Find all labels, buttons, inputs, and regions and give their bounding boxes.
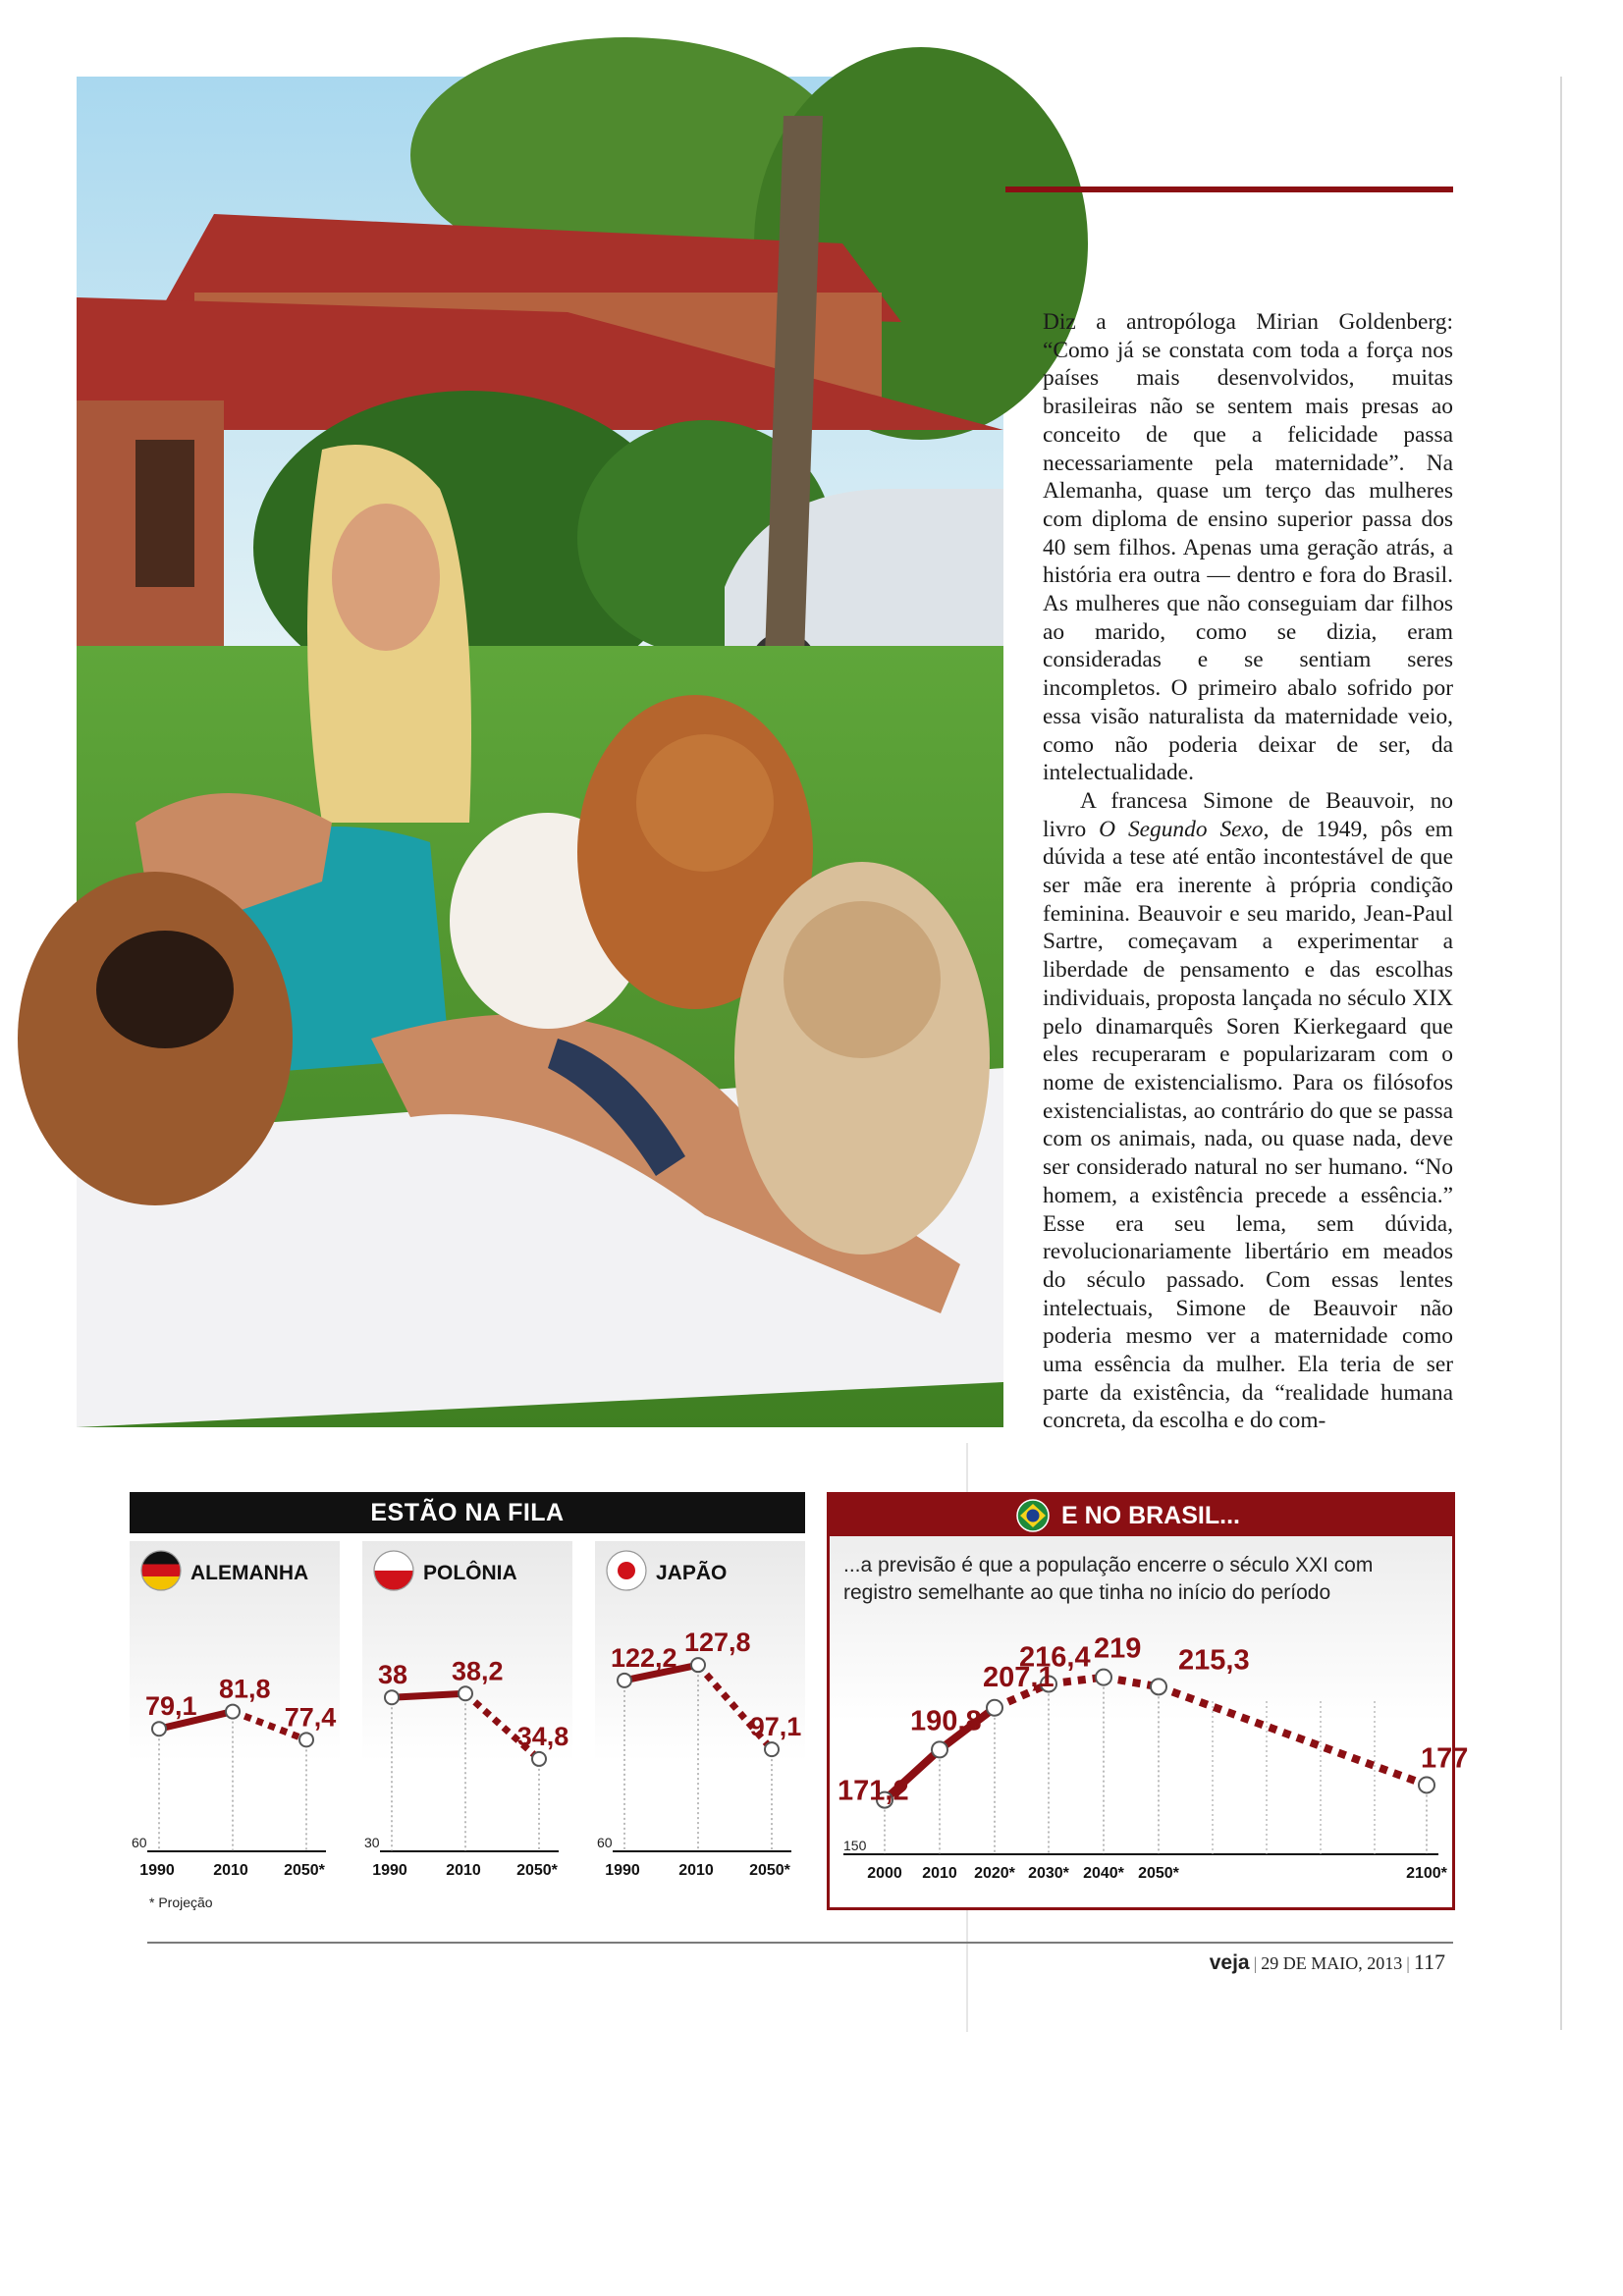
page-number: 117 (1413, 1949, 1445, 1974)
data-label: 207,1 (983, 1661, 1055, 1693)
chart-title: ALEMANHA (190, 1562, 309, 1584)
data-label: 127,8 (684, 1628, 751, 1658)
data-point (152, 1722, 166, 1735)
x-tick-label: 2050* (284, 1862, 325, 1879)
x-tick-label: 2000 (867, 1865, 902, 1882)
data-label: 38 (378, 1660, 408, 1690)
brasil-title: E NO BRASIL... (1061, 1502, 1240, 1529)
x-tick-label: 2040* (1083, 1865, 1124, 1882)
data-point (299, 1733, 313, 1746)
chart-title: JAPÃO (656, 1562, 728, 1584)
y-min-label: 60 (132, 1835, 147, 1850)
data-point (1151, 1679, 1166, 1694)
chart-panel-polonia (362, 1541, 572, 1880)
data-label: 81,8 (219, 1674, 271, 1704)
x-tick-label: 1990 (372, 1862, 407, 1879)
data-label: 215,3 (1178, 1644, 1250, 1677)
x-tick-label: 2050* (749, 1862, 790, 1879)
x-tick-label: 2050* (516, 1862, 558, 1879)
book-title: O Segundo Sexo (1099, 816, 1264, 842)
chart-panel-alemanha (130, 1541, 340, 1880)
x-tick-label: 2020* (974, 1865, 1015, 1882)
data-label: 122,2 (611, 1642, 677, 1673)
data-point (385, 1690, 399, 1704)
data-point (1419, 1777, 1434, 1792)
data-label: 216,4 (1019, 1641, 1091, 1674)
data-point (987, 1700, 1002, 1716)
brasil-line-chart (830, 1495, 1469, 1907)
data-label: 97,1 (749, 1712, 802, 1742)
x-tick-label: 2100* (1406, 1865, 1447, 1882)
data-label: 38,2 (452, 1656, 504, 1686)
germany-flag-icon (141, 1551, 181, 1590)
projection-footnote: * Projeção (149, 1895, 213, 1910)
chart-title: POLÔNIA (423, 1562, 517, 1584)
projection-segment (1159, 1686, 1427, 1785)
issue-date: 29 DE MAIO, 2013 (1261, 1953, 1403, 1973)
line-chart-2 (595, 1541, 805, 1880)
x-tick-label: 2010 (922, 1865, 957, 1882)
japan-flag-icon (607, 1551, 646, 1590)
data-point (532, 1752, 546, 1766)
chart-panel-japao (595, 1541, 805, 1880)
column-divider-right (1560, 77, 1562, 2030)
line-chart-0 (130, 1541, 340, 1880)
footer-rule (147, 1942, 1453, 1944)
data-point (1096, 1670, 1111, 1685)
photo-woman-with-dogs (77, 77, 1003, 1427)
y-min-label: 150 (843, 1838, 867, 1853)
data-point (765, 1742, 779, 1756)
data-label: 79,1 (145, 1691, 197, 1722)
data-point (691, 1658, 705, 1672)
article-paragraph-2: A francesa Simone de Beauvoir, no livro O Segundo Sexo, de 1949, pôs em dúvida a tese até então incontestável de que ser mãe era inerente à própria condição feminina. Beauvoir e seu marido, Jean-Paul Sartre, começavam a experimentar a liberdade de pensamento e das escolhas individuais, proposta lançada no século XIX pelo dinamarquês Soren Kierkegaard que eles recuperaram e popularizaram com o nome de existencialismo. Para os filósofos existencialistas, ao contrário do que se passa com os animais, nada, ou quase nada, deve ser considerado natural no ser humano. “No homem, a existência precede a essência.” Esse era seu lema, sem dúvida, revolucionariamente libertário em meados do século passado. Com essas lentes intelectuais, Simone de Beauvoir não poderia mesmo ver a maternidade como uma essência da mulher. Ela teria de ser parte da existência, da “realidade humana concreta, da escolha e do com- (1043, 787, 1453, 1434)
data-point (932, 1741, 947, 1757)
data-point (459, 1686, 472, 1700)
poland-flag-icon (374, 1551, 413, 1590)
series-segment (392, 1693, 465, 1697)
article-body (1043, 308, 1453, 1437)
line-chart-1 (362, 1541, 572, 1880)
data-label: 219 (1094, 1632, 1142, 1665)
data-label: 171,2 (838, 1775, 909, 1807)
magazine-name: veja (1209, 1951, 1250, 1974)
data-label: 77,4 (284, 1702, 337, 1733)
data-label: 34,8 (516, 1721, 569, 1751)
article-paragraph-1: Diz a antropóloga Mirian Goldenberg: “Como já se constata com toda a força nos países mais desenvolvidos, muitas brasileiras não se sentem mais presas ao conceito de que a felicidade passa necessariamente pela maternidade”. Na Alemanha, quase um terço das mulheres com diploma de ensino superior passa dos 40 sem filhos. Apenas uma geração atrás, a história era outra — dentro e fora do Brasil. As mulheres que não conseguiam dar filhos ao marido, como se dizia, eram consideradas e se sentiam seres incompletos. O primeiro abalo sofrido por essa visão naturalista da maternidade veio, como não poderia deixar de ser, da intelectualidade. (1043, 309, 1453, 786)
data-point (226, 1705, 240, 1719)
page-footer: veja | 29 DE MAIO, 2013 | 117 (1209, 1949, 1445, 1974)
x-tick-label: 1990 (139, 1862, 175, 1879)
x-tick-label: 2030* (1028, 1865, 1069, 1882)
data-label: 190,8 (910, 1705, 982, 1737)
x-tick-label: 2010 (678, 1862, 714, 1879)
x-tick-label: 2010 (213, 1862, 248, 1879)
x-tick-label: 2010 (446, 1862, 481, 1879)
infographic-title-estao-na-fila: ESTÃO NA FILA (130, 1492, 805, 1533)
x-tick-label: 2050* (1138, 1865, 1179, 1882)
y-min-label: 30 (364, 1835, 380, 1850)
brasil-subtitle: ...a previsão é que a população encerre o século XXI com registro semelhante ao que tinha no início do período (843, 1554, 1374, 1604)
data-point (618, 1674, 631, 1687)
x-tick-label: 1990 (605, 1862, 640, 1879)
data-label: 177 (1421, 1742, 1469, 1775)
chart-panel-brasil (827, 1492, 1469, 1910)
article-top-rule (1005, 187, 1453, 192)
y-min-label: 60 (597, 1835, 613, 1850)
